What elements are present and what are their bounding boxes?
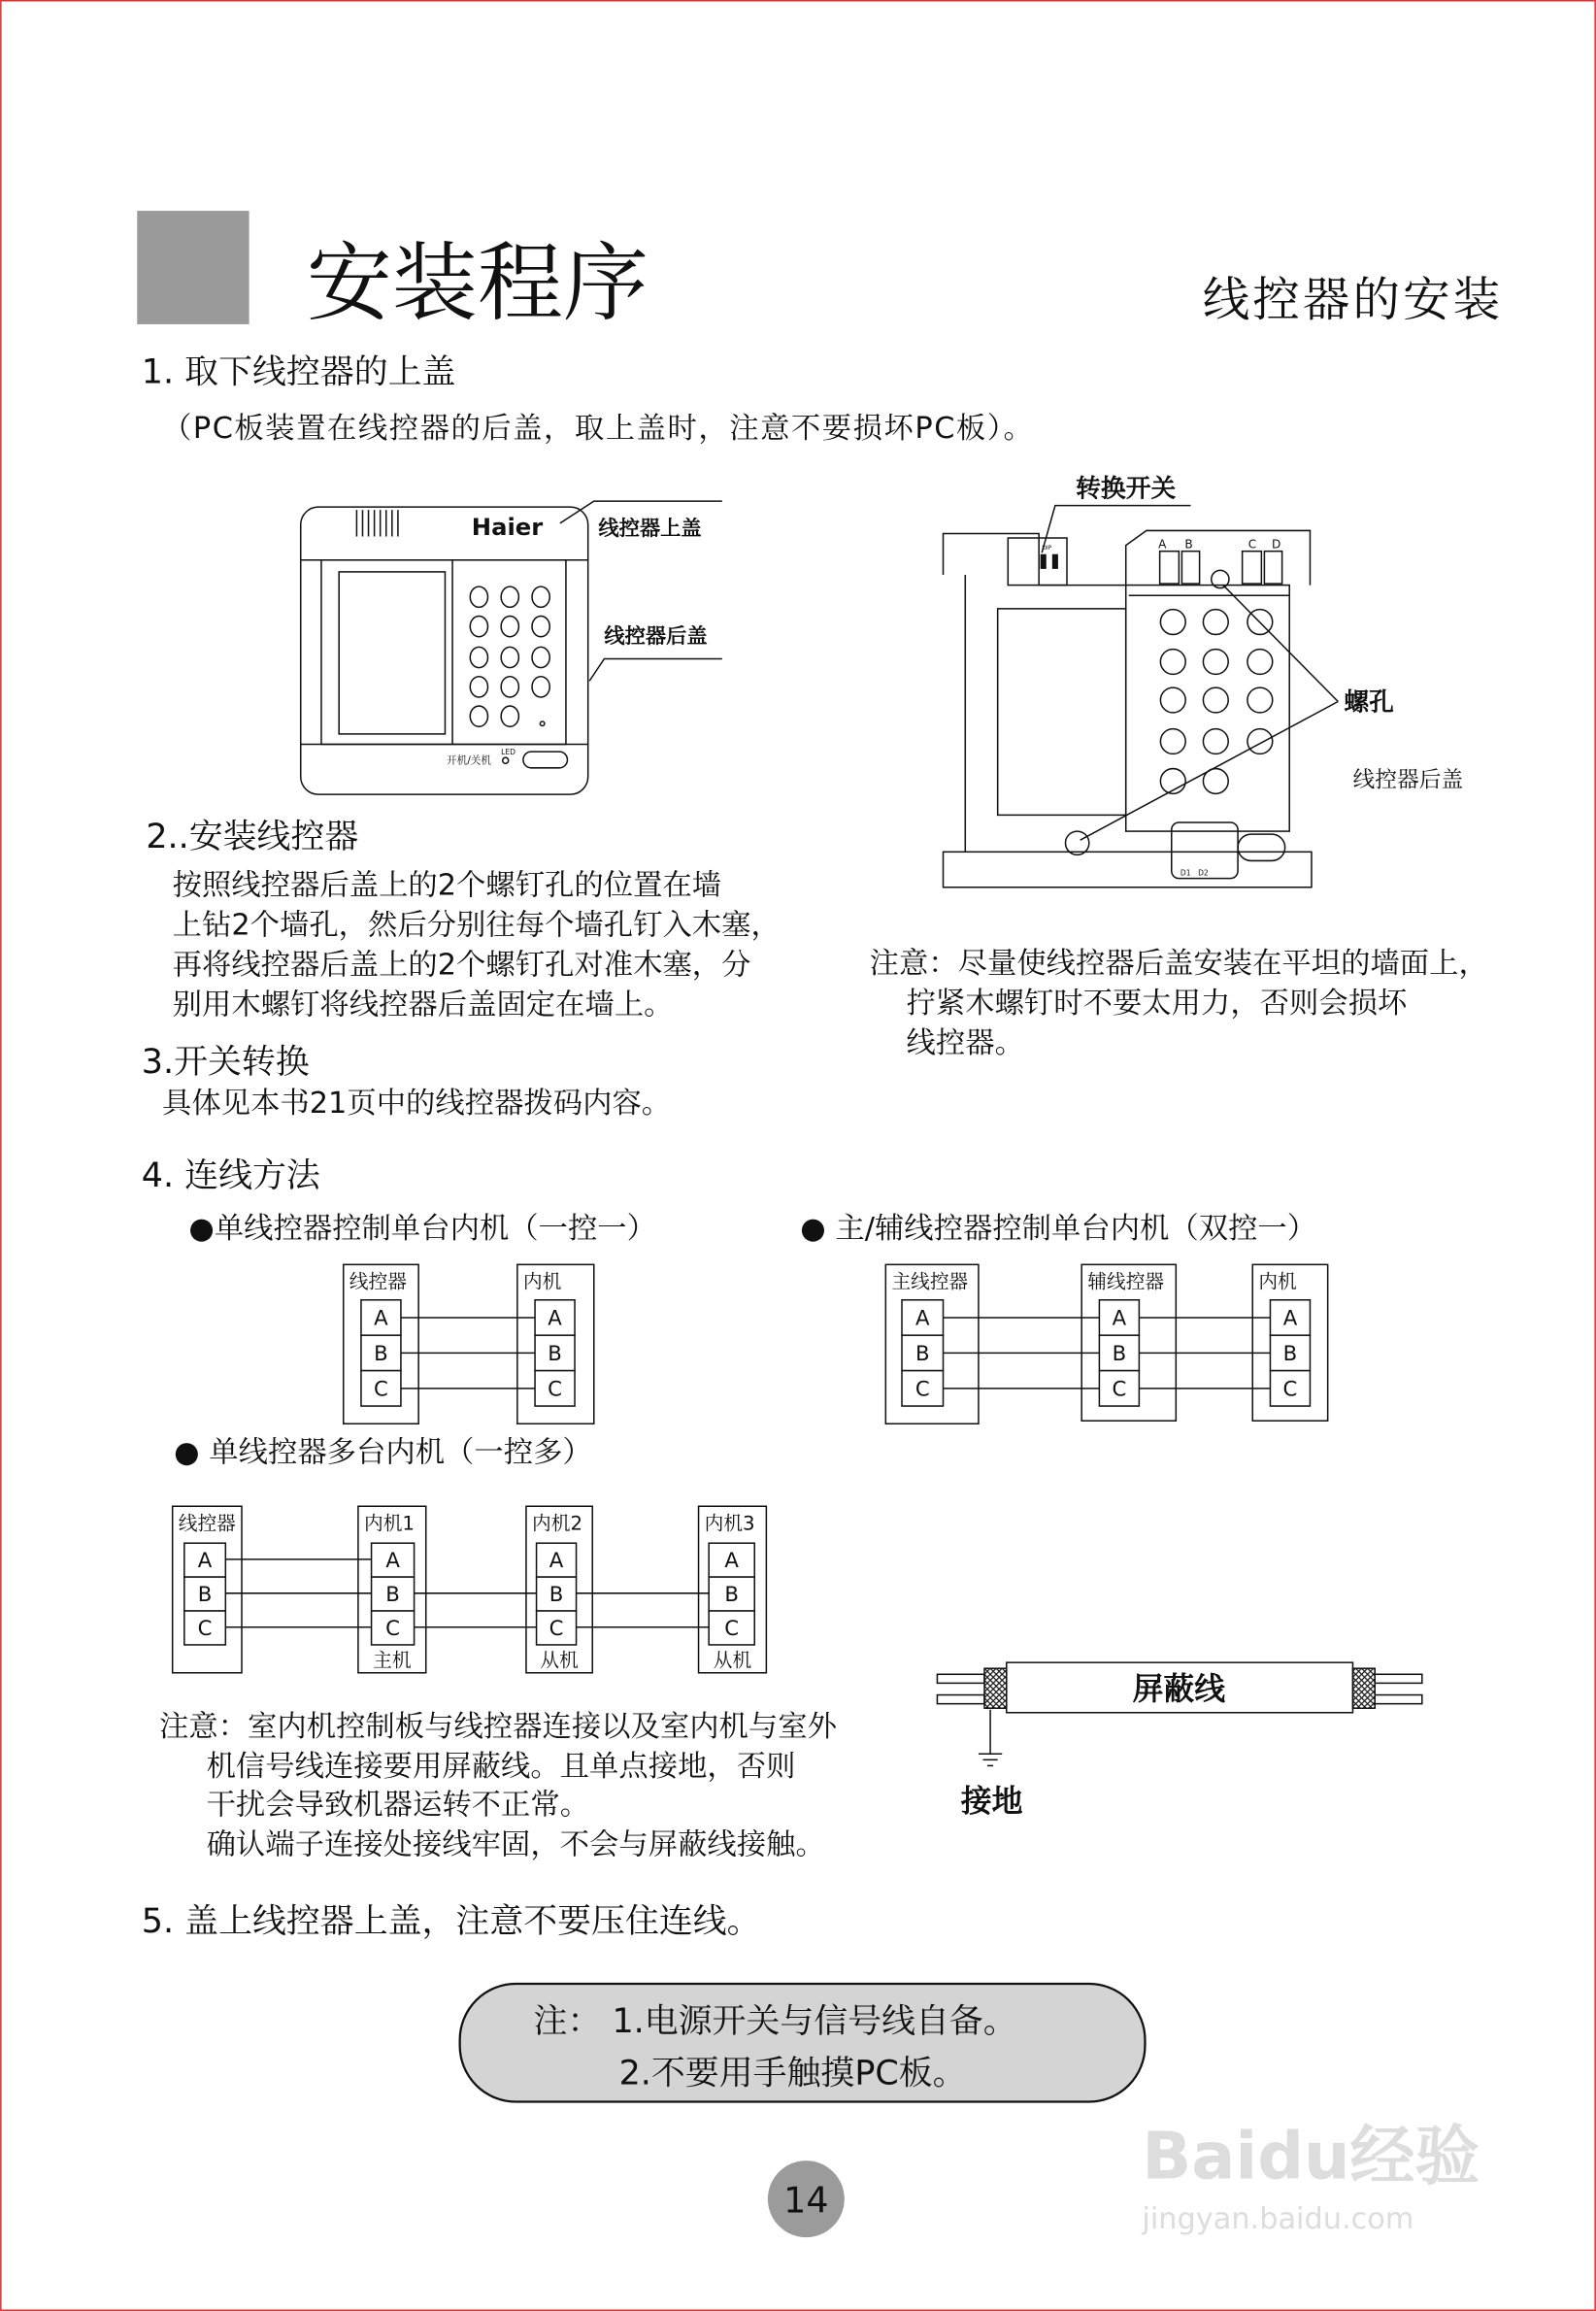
wiring-unit <box>1252 1264 1327 1421</box>
wiring-unit <box>699 1506 767 1673</box>
shielded-cable-label: 屏蔽线 <box>1132 1670 1226 1708</box>
terminal-label: C <box>197 1617 213 1642</box>
terminal-label: B <box>1112 1341 1127 1366</box>
wiring-note-line: 干扰会导致机器运转不正常。 <box>206 1788 590 1823</box>
brand-logo: Haier <box>471 512 544 541</box>
wiring-unit <box>517 1264 594 1423</box>
wiring-unit <box>344 1264 418 1423</box>
terminal-b-label: B <box>1184 537 1193 552</box>
back-cover-label-2: 线控器后盖 <box>1352 767 1464 793</box>
top-cover-label: 线控器上盖 <box>598 516 702 541</box>
step2-title: 2..安装线控器 <box>146 817 359 856</box>
step2-line: 按照线控器后盖上的2个螺钉孔的位置在墙 <box>172 868 722 903</box>
wiring-unit <box>526 1506 592 1673</box>
page-title: 安装程序 <box>306 232 648 333</box>
terminal-label: A <box>1282 1306 1298 1331</box>
unit-label: 辅线控器 <box>1087 1270 1165 1293</box>
terminal-label: C <box>1282 1377 1298 1402</box>
wiring-note-line: 确认端子连接处接线牢固，不会与屏蔽线接触。 <box>206 1827 825 1862</box>
notice-line-1: 注： 1.电源开关与信号线自备。 <box>533 2002 1017 2042</box>
unit-label: 线控器 <box>349 1270 407 1293</box>
terminal-label: C <box>1112 1377 1127 1402</box>
step4-title: 4. 连线方法 <box>141 1156 320 1195</box>
diagram3-title: ● 单线控器多台内机（一控多） <box>174 1435 592 1470</box>
unit-role: 从机 <box>713 1649 752 1672</box>
terminal-label: B <box>197 1583 213 1608</box>
terminal-label: A <box>197 1549 213 1574</box>
terminal-label: B <box>1282 1341 1298 1366</box>
terminal-label: C <box>914 1377 930 1402</box>
step3-title: 3.开关转换 <box>141 1042 310 1082</box>
terminal-d-label: D <box>1271 537 1281 552</box>
header-block <box>137 211 249 324</box>
wiring-unit <box>358 1506 426 1673</box>
terminal-label: C <box>385 1617 401 1642</box>
terminal-label: A <box>724 1549 739 1574</box>
install-note-line: 线控器。 <box>906 1025 1024 1060</box>
terminal-label: B <box>548 1341 562 1366</box>
page-number: 14 <box>783 2179 829 2222</box>
ground-label: 接地 <box>960 1782 1023 1820</box>
terminal-label: A <box>1112 1306 1127 1331</box>
terminal-label: C <box>548 1377 562 1402</box>
step5-title: 5. 盖上线控器上盖，注意不要压住连线。 <box>141 1901 761 1941</box>
terminal-label: A <box>549 1549 564 1574</box>
dip-label: DIP <box>1042 545 1052 553</box>
terminal-label: A <box>385 1549 400 1574</box>
switch-label: 转换开关 <box>1076 474 1177 504</box>
step2-line: 再将线控器后盖上的2个螺钉孔对准木塞，分 <box>172 948 751 983</box>
terminal-label: A <box>914 1306 930 1331</box>
terminal-label: C <box>374 1377 388 1402</box>
unit-label: 内机1 <box>363 1512 415 1535</box>
install-note-line: 拧紧木螺钉时不要太用力，否则会损坏 <box>906 986 1408 1021</box>
unit-label: 内机 <box>1258 1270 1297 1293</box>
terminal-label: B <box>724 1583 739 1608</box>
unit-label: 线控器 <box>178 1512 236 1535</box>
unit-role: 从机 <box>540 1649 579 1672</box>
terminal-label: C <box>724 1617 740 1642</box>
terminal-c-label: C <box>1247 537 1257 552</box>
led-label: LED <box>501 748 516 757</box>
section-title: 线控器的安装 <box>1202 272 1504 327</box>
terminal-label: A <box>548 1306 562 1331</box>
diagram2-title: ● 主/辅线控器控制单台内机（双控一） <box>800 1212 1317 1246</box>
d2-label: D2 <box>1198 868 1209 878</box>
diagram1-title: ●单线控器控制单台内机（一控一） <box>188 1212 657 1246</box>
step1-title: 1. 取下线控器的上盖 <box>141 352 456 392</box>
unit-label: 内机3 <box>704 1512 755 1535</box>
wiring-note-line: 机信号线连接要用屏蔽线。且单点接地，否则 <box>206 1750 796 1785</box>
back-cover-label: 线控器后盖 <box>604 623 708 649</box>
step1-note: （PC板装置在线控器的后盖，取上盖时，注意不要损坏PC板）。 <box>162 411 1035 446</box>
screw-hole-label: 螺孔 <box>1344 687 1394 718</box>
unit-label: 内机 <box>522 1270 562 1293</box>
wiring-unit <box>1081 1264 1176 1421</box>
step2-line: 上钻2个墙孔，然后分别往每个墙孔钉入木塞， <box>172 908 781 943</box>
step3-text: 具体见本书21页中的线控器拨码内容。 <box>162 1086 672 1121</box>
terminal-label: B <box>374 1341 388 1366</box>
wiring-unit <box>173 1506 242 1673</box>
terminal-label: B <box>549 1583 564 1608</box>
install-note-line: 注意：尽量使线控器后盖安装在平坦的墙面上， <box>869 946 1488 981</box>
terminal-a-label: A <box>1158 537 1167 552</box>
step2-line: 别用木螺钉将线控器后盖固定在墙上。 <box>172 988 674 1022</box>
watermark-brand: Baidu经验 <box>1142 2118 1480 2194</box>
unit-label: 内机2 <box>532 1512 583 1535</box>
terminal-label: B <box>914 1341 930 1366</box>
watermark-url: jingyan.baidu.com <box>1142 2201 1414 2236</box>
terminal-label: C <box>549 1617 564 1642</box>
power-label: 开机/关机 <box>446 754 492 767</box>
d1-label: D1 <box>1180 868 1191 878</box>
notice-line-2: 2.不要用手触摸PC板。 <box>618 2054 967 2093</box>
unit-role: 主机 <box>373 1649 412 1672</box>
unit-label: 主线控器 <box>891 1270 969 1293</box>
terminal-label: B <box>385 1583 400 1608</box>
terminal-label: A <box>374 1306 388 1331</box>
wiring-unit <box>885 1264 979 1423</box>
wiring-note-line: 注意：室内机控制板与线控器连接以及室内机与室外 <box>159 1710 837 1745</box>
